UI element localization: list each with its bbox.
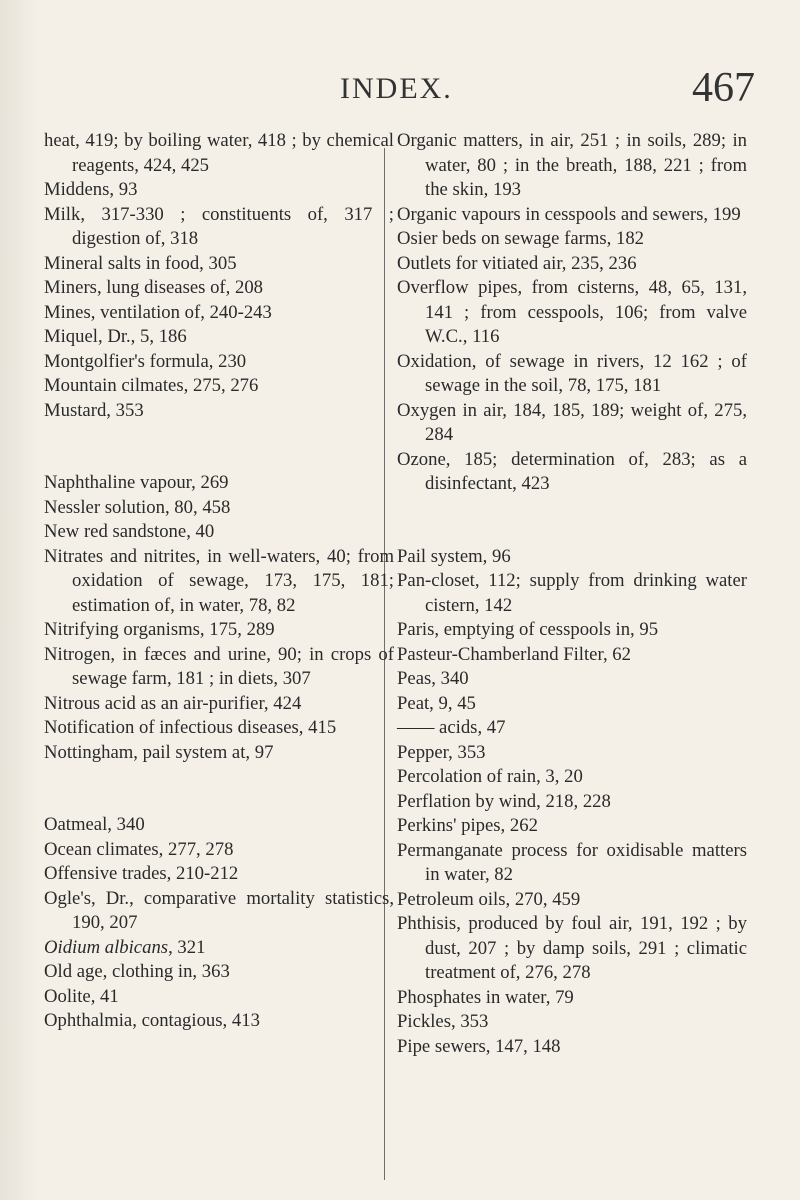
index-entry: Peat, 9, 45 <box>397 692 476 714</box>
index-entry: Phthisis, produced by foul air, 191, 192 ; by dust, 207 ; by damp soils, 291 ; climatic treatment of, 276, 278 <box>397 913 747 983</box>
index-entry: Perkins' pipes, 262 <box>397 815 538 836</box>
index-entry: Percolation of rain, 3, 20 <box>397 766 583 787</box>
index-entry: Oxygen in air, 184, 185, 189; weight of, 275, 284 <box>397 399 747 445</box>
index-entry: Naphthaline vapour, 269 <box>44 472 229 493</box>
index-entry: Overflow pipes, from cisterns, 48, 65, 131, 141 ; from cesspools, 106; from valve W.C., 116 <box>397 277 747 347</box>
index-entry: Permanganate process for oxidisable matters in water, 82 <box>397 839 747 885</box>
left-index-column <box>44 129 394 1034</box>
index-entry: Old age, clothing in, 363 <box>44 961 230 982</box>
index-section-o-continued <box>397 129 747 497</box>
index-entry: Paris, emptying of cesspools in, 95 <box>397 619 659 640</box>
italic-term: Oidium albicans <box>44 936 169 958</box>
index-entry: Mines, ventilation of, 240-243 <box>44 301 272 323</box>
index-entry: Oatmeal, 340 <box>44 814 145 835</box>
index-entry: Pail system, 96 <box>397 545 511 567</box>
page-edge <box>0 0 38 1200</box>
index-entry: Outlets for vitiated air, 235, 236 <box>397 252 637 274</box>
right-index-column <box>397 129 747 1059</box>
index-entry: Milk, 317-330 ; constituents of, 317 ; digestion of, 318 <box>44 203 394 249</box>
index-entry: Organic matters, in air, 251 ; in soils, 289; in water, 80 ; in the breath, 188, 221 ; from the skin, 193 <box>397 130 747 200</box>
index-section-o <box>44 813 394 1034</box>
index-entry: New red sandstone, 40 <box>44 521 215 542</box>
index-entry: Pipe sewers, 147, 148 <box>397 1035 561 1057</box>
index-entry: Phosphates in water, 79 <box>397 986 574 1008</box>
page-number: 467 <box>692 65 755 111</box>
index-entry: Pepper, 353 <box>397 741 486 763</box>
index-entry: Perflation by wind, 218, 228 <box>397 790 611 812</box>
index-section-p <box>397 545 747 1060</box>
index-entry: Ophthalmia, contagious, 413 <box>44 1010 260 1031</box>
index-entry: Mustard, 353 <box>44 399 144 421</box>
index-entry: Mountain cilmates, 275, 276 <box>44 375 259 396</box>
index-entry: Middens, 93 <box>44 179 138 200</box>
index-section-m <box>44 129 394 423</box>
index-section-n <box>44 471 394 765</box>
page-header <box>0 65 800 122</box>
index-entry: Nitrous acid as an air-purifier, 424 <box>44 692 302 714</box>
index-entry: Mineral salts in food, 305 <box>44 252 237 274</box>
index-entry: Pan-closet, 112; supply from drinking water cistern, 142 <box>397 570 747 616</box>
index-entry: Pasteur-Chamberland Filter, 62 <box>397 643 631 665</box>
index-title: INDEX. <box>340 72 453 105</box>
index-entry: Petroleum oils, 270, 459 <box>397 888 581 910</box>
index-entry: Oolite, 41 <box>44 985 119 1007</box>
index-entry: Notification of infectious diseases, 415 <box>44 717 337 738</box>
index-entry: Nitrates and nitrites, in well-waters, 40; from oxidation of sewage, 173, 175, 181; estimation of, in water, 78, 82 <box>44 545 394 616</box>
index-entry: Peas, 340 <box>397 668 469 689</box>
index-entry: Offensive trades, 210-212 <box>44 863 239 884</box>
index-entry: Oxidation, of sewage in rivers, 12 162 ; of sewage in the soil, 78, 175, 181 <box>397 350 747 396</box>
index-entry: Nottingham, pail system at, 97 <box>44 741 274 763</box>
index-entry: Miquel, Dr., 5, 186 <box>44 326 187 347</box>
section-gap <box>44 765 394 813</box>
entry-page-reference: , 321 <box>168 936 206 958</box>
index-entry: Organic vapours in cesspools and sewers, 199 <box>397 203 741 225</box>
section-gap <box>44 423 394 471</box>
index-entry: Pickles, 353 <box>397 1011 489 1032</box>
index-entry: Osier beds on sewage farms, 182 <box>397 228 645 249</box>
index-entry <box>44 936 394 961</box>
index-entry: heat, 419; by boiling water, 418 ; by chemical reagents, 424, 425 <box>44 130 394 176</box>
index-entry: Nessler solution, 80, 458 <box>44 496 231 518</box>
index-entry: Nitrifying organisms, 175, 289 <box>44 619 275 640</box>
index-entry: Montgolfier's formula, 230 <box>44 350 247 372</box>
index-entry: Ozone, 185; determination of, 283; as a disinfectant, 423 <box>397 448 747 494</box>
index-entry: Miners, lung diseases of, 208 <box>44 277 264 298</box>
section-gap <box>397 497 747 545</box>
index-entry: Ogle's, Dr., comparative mortality statistics, 190, 207 <box>44 887 394 933</box>
index-entry: Nitrogen, in fæces and urine, 90; in crops of sewage farm, 181 ; in diets, 307 <box>44 643 394 689</box>
index-entry: Ocean climates, 277, 278 <box>44 838 234 860</box>
index-entry: —— acids, 47 <box>397 717 506 738</box>
